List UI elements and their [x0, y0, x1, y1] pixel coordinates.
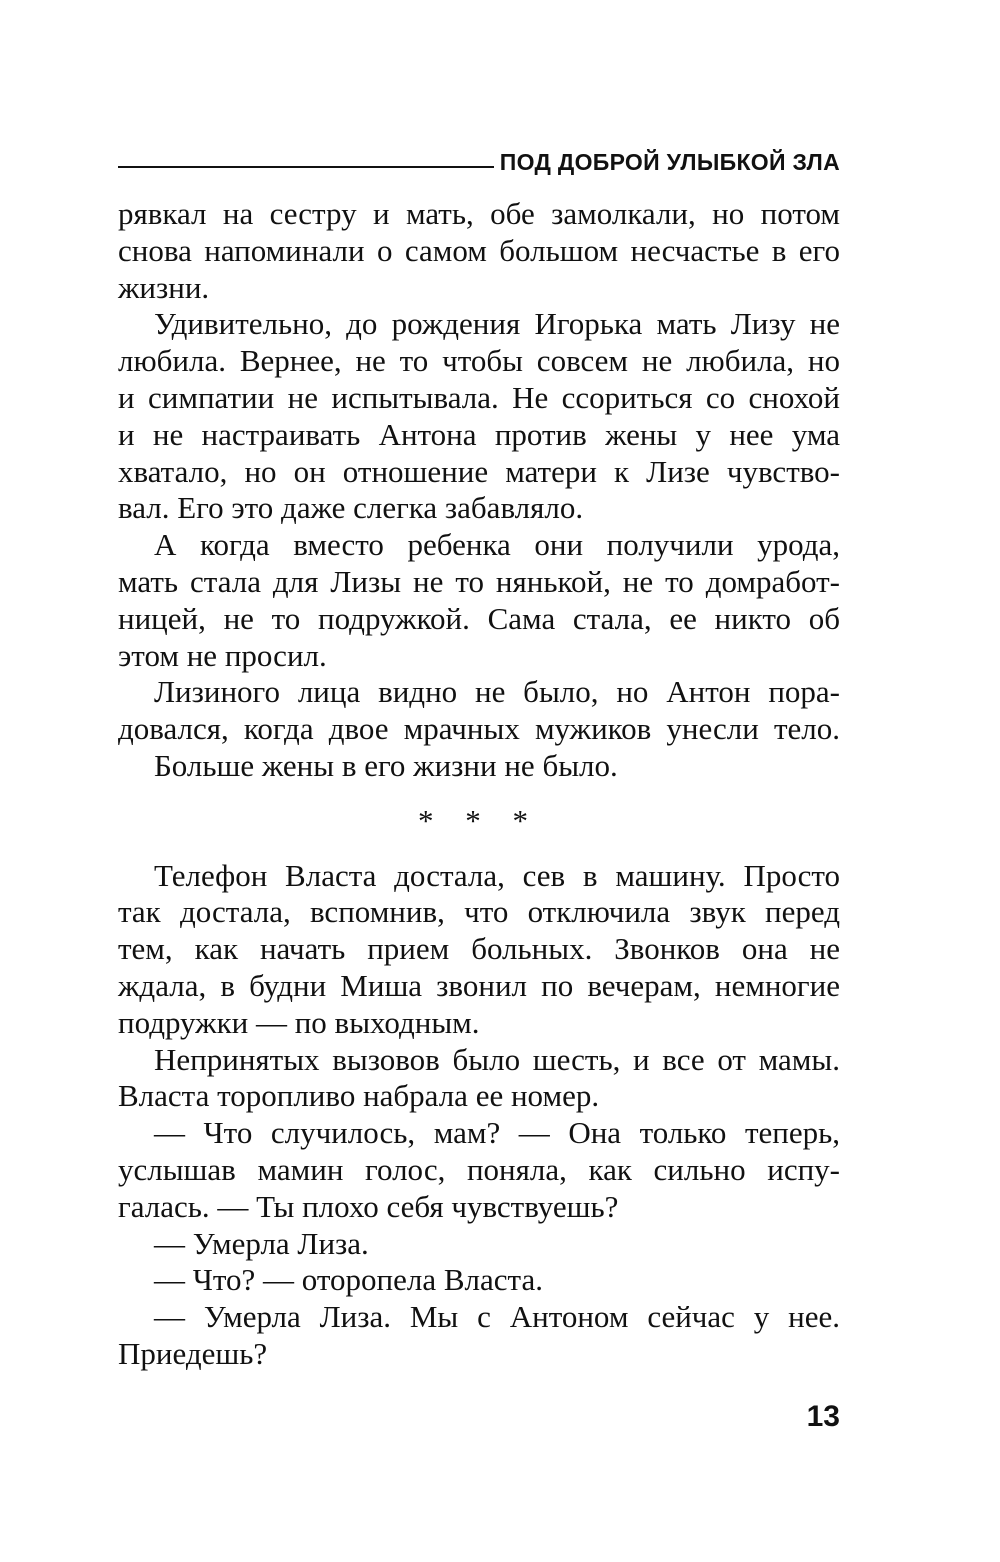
- text-line: жизни.: [118, 269, 210, 305]
- text-line: мать стала для Лизы не то нянькой, не то домработ-: [118, 563, 840, 599]
- text-line: снова напоминали о самом большом несчастье в его: [118, 232, 840, 268]
- text-line: хватало, но он отношение матери к Лизе чувство-: [118, 453, 840, 489]
- text-line: Телефон Власта достала, сев в машину. Просто: [154, 857, 840, 893]
- text-line: рявкал на сестру и мать, обе замолкали, но потом: [118, 196, 840, 231]
- text-line: ницей, не то подружкой. Сама стала, ее никто об: [118, 600, 840, 636]
- header-rule: [118, 166, 494, 168]
- text-line: услышав мамин голос, поняла, как сильно испу-: [118, 1151, 840, 1187]
- text-line: этом не просил.: [118, 637, 327, 673]
- text-line: подружки — по выходным.: [118, 1004, 480, 1040]
- text-line: А когда вместо ребенка они получили урода,: [154, 527, 840, 563]
- text-line: ждала, в будни Миша звонил по вечерам, немногие: [118, 967, 840, 1003]
- text-line: Больше жены в его жизни не было.: [154, 747, 618, 783]
- text-line: — Умерла Лиза.: [154, 1225, 369, 1261]
- text-line: тем, как начать прием больных. Звонков она не: [118, 931, 840, 967]
- text-line: так достала, вспомнив, что отключила звук перед: [118, 894, 840, 930]
- running-head: [118, 138, 840, 174]
- text-line: довался, когда двое мрачных мужиков унесли тело.: [118, 711, 840, 747]
- text-line: и не настраивать Антона против жены у нее ума: [118, 416, 840, 452]
- text-line: Лизиного лица видно не было, но Антон пора-: [154, 674, 840, 710]
- text-line: Приедешь?: [118, 1335, 268, 1371]
- text-line: Удивительно, до рождения Игорька мать Лизу не: [154, 306, 840, 342]
- text-line: и симпатии не испытывала. Не ссориться со снохой: [118, 379, 840, 415]
- running-head-title: ПОД ДОБРОЙ УЛЫБКОЙ ЗЛА: [499, 149, 840, 175]
- text-line: Власта торопливо набрала ее номер.: [118, 1078, 600, 1114]
- text-line: галась. — Ты плохо себя чувствуешь?: [118, 1188, 619, 1224]
- text-line: любила. Вернее, не то чтобы совсем не любила, но: [118, 343, 840, 379]
- text-line: вал. Его это даже слегка забавляло.: [118, 490, 584, 526]
- text-line: Непринятых вызовов было шесть, и все от мамы.: [154, 1041, 840, 1077]
- text-line: — Умерла Лиза. Мы с Антоном сейчас у нее.: [154, 1299, 840, 1335]
- body-text: [118, 196, 840, 1373]
- text-line: — Что? — оторопела Власта.: [154, 1262, 543, 1298]
- page-number: 13: [806, 1400, 840, 1433]
- text-line: — Что случилось, мам? — Она только теперь,: [154, 1115, 840, 1151]
- section-separator: * * *: [418, 802, 540, 838]
